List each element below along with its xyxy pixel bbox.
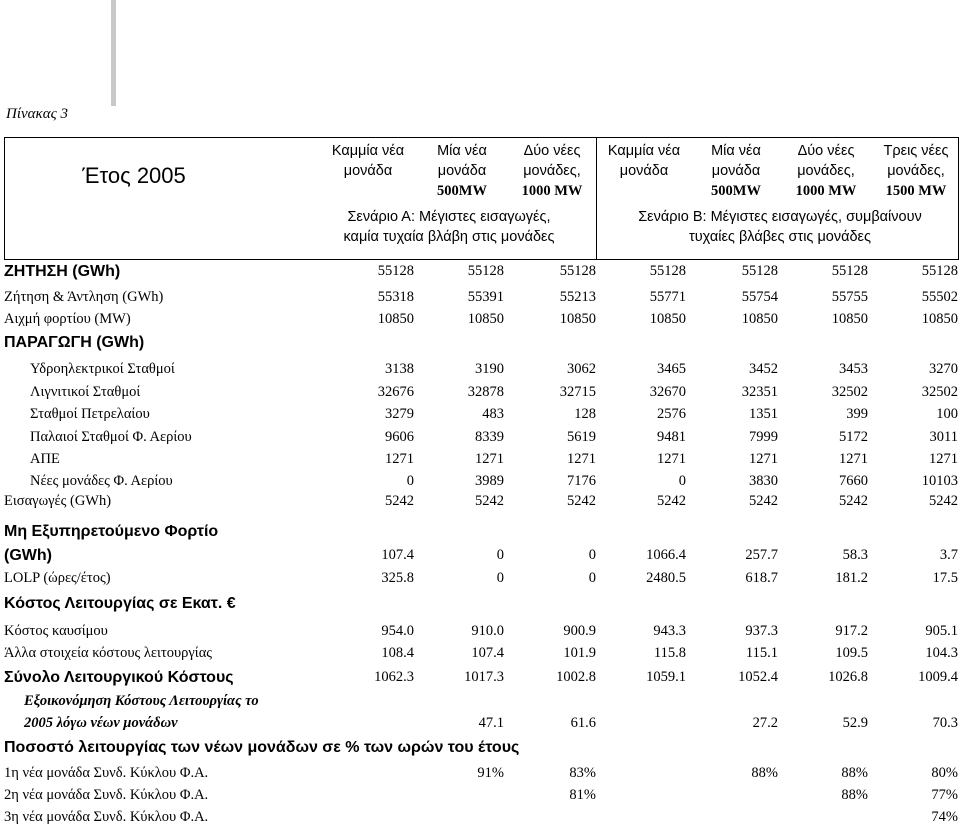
table-left-border <box>4 137 5 260</box>
table-row <box>4 693 959 715</box>
table-cell: 58.3 <box>842 547 868 563</box>
table-row <box>4 523 959 545</box>
row-label: Εισαγωγές (GWh) <box>4 493 112 509</box>
column-header-line: Τρεις νέες <box>883 143 949 159</box>
table-cell: 8339 <box>475 429 504 445</box>
table-cell: 1271 <box>567 451 596 467</box>
table-cell: 954.0 <box>381 623 414 639</box>
row-label: ΑΠΕ <box>30 451 60 467</box>
table-row <box>4 739 959 761</box>
table-cell: 3062 <box>567 361 596 377</box>
table-cell: 618.7 <box>745 570 778 586</box>
table-cell: 128 <box>574 406 596 422</box>
table-row <box>4 493 959 515</box>
table-row <box>4 787 959 809</box>
row-label: 2005 λόγω νέων μονάδων <box>24 715 178 731</box>
table-cell: 3.7 <box>939 547 958 563</box>
table-cell: 2576 <box>657 406 686 422</box>
data-table <box>4 137 959 834</box>
table-cell: 9606 <box>385 429 414 445</box>
table-cell: 100 <box>936 406 958 422</box>
table-cell: 910.0 <box>471 623 504 639</box>
table-cell: 5242 <box>657 493 686 509</box>
table-cell: 55213 <box>559 289 596 305</box>
row-label: Σταθμοί Πετρελαίου <box>30 406 150 422</box>
table-cell: 1271 <box>475 451 504 467</box>
decorative-bar <box>111 0 116 106</box>
table-cell: 5619 <box>567 429 596 445</box>
table-row <box>4 406 959 428</box>
column-header-4 <box>598 141 690 181</box>
table-cell: 27.2 <box>752 715 778 731</box>
table-row <box>4 645 959 667</box>
table-row <box>4 289 959 311</box>
table-cell: 0 <box>496 547 504 563</box>
table-top-border <box>4 137 959 138</box>
table-cell: 55754 <box>741 289 778 305</box>
table-cell: 101.9 <box>563 645 596 661</box>
row-label: ΖΗΤΗΣΗ (GWh) <box>4 263 121 280</box>
table-cell: 0 <box>588 547 596 563</box>
table-cell: 3138 <box>385 361 414 377</box>
table-cell: 943.3 <box>653 623 686 639</box>
scenario-a-line2: καμία τυχαία βλάβη στις μονάδες <box>343 229 555 245</box>
table-cell: 32502 <box>831 384 868 400</box>
table-cell: 1271 <box>657 451 686 467</box>
table-row <box>4 263 959 285</box>
column-header-line: Καμμία νέα <box>607 143 681 159</box>
table-cell: 17.5 <box>932 570 958 586</box>
table-cell: 10850 <box>467 311 504 327</box>
row-label: Κόστος καυσίμου <box>4 623 108 639</box>
table-row <box>4 384 959 406</box>
column-header-3 <box>506 141 598 201</box>
row-label: Μη Εξυπηρετούμενο Φορτίο <box>4 523 219 540</box>
table-cell: 3453 <box>839 361 868 377</box>
column-header-line: μονάδες, <box>887 163 945 179</box>
table-cell: 55128 <box>741 263 778 279</box>
scenario-a-label <box>304 207 594 247</box>
column-header-line: μονάδα <box>343 163 393 179</box>
table-cell: 32502 <box>921 384 958 400</box>
table-row <box>4 669 959 691</box>
column-header-line: μονάδα <box>711 163 761 179</box>
table-cell: 1271 <box>749 451 778 467</box>
table-cell: 1062.3 <box>374 669 414 685</box>
table-cell: 3830 <box>749 473 778 489</box>
table-cell: 483 <box>482 406 504 422</box>
table-cell: 55318 <box>377 289 414 305</box>
table-cell: 70.3 <box>932 715 958 731</box>
column-header-line: μονάδα <box>619 163 669 179</box>
table-cell: 9481 <box>657 429 686 445</box>
table-cell: 32670 <box>649 384 686 400</box>
table-cell: 3011 <box>929 429 958 445</box>
table-cell: 325.8 <box>381 570 414 586</box>
year-label: Έτος 2005 <box>82 163 186 188</box>
table-cell: 1059.1 <box>646 669 686 685</box>
table-cell: 3279 <box>385 406 414 422</box>
table-cell: 937.3 <box>745 623 778 639</box>
column-header-line: μονάδες, <box>523 163 581 179</box>
table-cell: 1052.4 <box>738 669 778 685</box>
table-row <box>4 361 959 383</box>
table-cell: 3270 <box>929 361 958 377</box>
table-cell: 83% <box>569 765 596 781</box>
table-cell: 115.1 <box>745 645 778 661</box>
table-cell: 7660 <box>839 473 868 489</box>
table-cell: 115.8 <box>653 645 686 661</box>
row-label: Ζήτηση & Άντληση (GWh) <box>4 289 164 305</box>
table-cell: 10850 <box>649 311 686 327</box>
column-header-2 <box>416 141 508 201</box>
column-header-line: Μία νέα <box>711 143 761 159</box>
column-header-line: μονάδα <box>437 163 487 179</box>
row-label: Παλαιοί Σταθμοί Φ. Αερίου <box>30 429 192 445</box>
table-cell: 5242 <box>385 493 414 509</box>
table-cell: 55128 <box>377 263 414 279</box>
table-cell: 91% <box>477 765 504 781</box>
table-cell: 0 <box>406 473 414 489</box>
row-label: 1η νέα μονάδα Συνδ. Κύκλου Φ.Α. <box>4 765 209 781</box>
table-cell: 5242 <box>929 493 958 509</box>
table-cell: 74% <box>931 809 958 825</box>
column-header-7 <box>870 141 960 201</box>
table-cell: 1271 <box>839 451 868 467</box>
table-cell: 107.4 <box>381 547 414 563</box>
column-header-line: 500MW <box>711 183 761 199</box>
table-cell: 55771 <box>649 289 686 305</box>
table-row <box>4 765 959 787</box>
table-cell: 55128 <box>921 263 958 279</box>
table-cell: 917.2 <box>835 623 868 639</box>
table-cell: 52.9 <box>842 715 868 731</box>
table-cell: 0 <box>496 570 504 586</box>
row-label: Κόστος Λειτουργίας σε Εκατ. € <box>4 595 236 612</box>
table-cell: 181.2 <box>835 570 868 586</box>
table-cell: 47.1 <box>478 715 504 731</box>
table-cell: 55128 <box>831 263 868 279</box>
table-cell: 10850 <box>559 311 596 327</box>
column-header-5 <box>690 141 782 201</box>
table-cell: 0 <box>678 473 686 489</box>
table-cell: 5242 <box>475 493 504 509</box>
row-label: Άλλα στοιχεία κόστους λειτουργίας <box>4 645 213 661</box>
table-cell: 905.1 <box>925 623 958 639</box>
table-cell: 1271 <box>385 451 414 467</box>
scenario-b-line2: τυχαίες βλάβες στις μονάδες <box>688 229 872 245</box>
column-header-line: Μία νέα <box>437 143 487 159</box>
table-cell: 3465 <box>657 361 686 377</box>
table-cell: 10850 <box>377 311 414 327</box>
table-cell: 5242 <box>567 493 596 509</box>
table-cell: 55391 <box>467 289 504 305</box>
column-header-line: 1000 MW <box>521 183 583 199</box>
table-cell: 3190 <box>475 361 504 377</box>
table-cell: 10850 <box>831 311 868 327</box>
table-cell: 107.4 <box>471 645 504 661</box>
table-cell: 88% <box>841 787 868 803</box>
table-cell: 257.7 <box>745 547 778 563</box>
row-label: Αιχμή φορτίου (MW) <box>4 311 131 327</box>
column-header-line: 500MW <box>437 183 487 199</box>
table-cell: 900.9 <box>563 623 596 639</box>
table-cell: 32878 <box>467 384 504 400</box>
table-cell: 55128 <box>649 263 686 279</box>
row-label: (GWh) <box>4 547 52 564</box>
table-row <box>4 570 959 592</box>
table-cell: 55502 <box>921 289 958 305</box>
table-cell: 81% <box>569 787 596 803</box>
table-cell: 3452 <box>749 361 778 377</box>
table-cell: 399 <box>846 406 868 422</box>
column-header-line: Δύο νέες <box>523 143 581 159</box>
row-label: Σύνολο Λειτουργικού Κόστους <box>4 669 234 686</box>
table-row <box>4 547 959 569</box>
table-cell: 10103 <box>921 473 958 489</box>
table-cell: 55755 <box>831 289 868 305</box>
row-label: ΠΑΡΑΓΩΓΗ (GWh) <box>4 334 145 351</box>
table-cell: 10850 <box>741 311 778 327</box>
row-label: 2η νέα μονάδα Συνδ. Κύκλου Φ.Α. <box>4 787 209 803</box>
scenario-b-line1: Σενάριο Β: Μέγιστες εισαγωγές, συμβαίνουν <box>638 209 922 225</box>
table-cell: 108.4 <box>381 645 414 661</box>
table-row <box>4 809 959 831</box>
column-header-line: Δύο νέες <box>797 143 855 159</box>
table-cell: 7176 <box>567 473 596 489</box>
table-cell: 104.3 <box>925 645 958 661</box>
table-row <box>4 311 959 333</box>
table-cell: 7999 <box>749 429 778 445</box>
table-cell: 0 <box>588 570 596 586</box>
table-row <box>4 429 959 451</box>
table-row <box>4 451 959 473</box>
row-label: Υδροηλεκτρικοί Σταθμοί <box>30 361 175 377</box>
table-cell: 80% <box>931 765 958 781</box>
scenario-b-label <box>602 207 958 247</box>
table-row <box>4 595 959 617</box>
column-header-line: 1500 MW <box>885 183 947 199</box>
header-bottom-border <box>4 259 959 260</box>
row-label: 3η νέα μονάδα Συνδ. Κύκλου Φ.Α. <box>4 809 209 825</box>
table-cell: 1009.4 <box>918 669 958 685</box>
table-cell: 1002.8 <box>556 669 596 685</box>
table-cell: 3989 <box>475 473 504 489</box>
table-cell: 2480.5 <box>646 570 686 586</box>
table-caption: Πίνακας 3 <box>6 106 68 122</box>
row-label: Νέες μονάδες Φ. Αερίου <box>30 473 173 489</box>
row-label: LOLP (ώρες/έτος) <box>4 570 111 586</box>
table-cell: 88% <box>751 765 778 781</box>
table-cell: 32715 <box>559 384 596 400</box>
table-cell: 77% <box>931 787 958 803</box>
table-cell: 1066.4 <box>646 547 686 563</box>
table-cell: 1271 <box>929 451 958 467</box>
column-header-line: μονάδες, <box>797 163 855 179</box>
table-cell: 10850 <box>921 311 958 327</box>
table-cell: 5242 <box>749 493 778 509</box>
table-cell: 1351 <box>749 406 778 422</box>
column-header-6 <box>780 141 872 201</box>
table-cell: 109.5 <box>835 645 868 661</box>
table-row <box>4 473 959 495</box>
table-cell: 55128 <box>559 263 596 279</box>
row-label: Εξοικονόμηση Κόστους Λειτουργίας το <box>24 693 259 709</box>
row-label: Ποσοστό λειτουργίας των νέων μονάδων σε % των ωρών του έτους <box>4 739 520 756</box>
column-header-1 <box>322 141 414 181</box>
table-row <box>4 334 959 356</box>
table-cell: 32676 <box>377 384 414 400</box>
table-row <box>4 715 959 737</box>
table-cell: 5242 <box>839 493 868 509</box>
table-cell: 55128 <box>467 263 504 279</box>
table-cell: 5172 <box>839 429 868 445</box>
column-header-line: Καμμία νέα <box>331 143 405 159</box>
table-cell: 1026.8 <box>828 669 868 685</box>
scenario-a-line1: Σενάριο Α: Μέγιστες εισαγωγές, <box>347 209 551 225</box>
table-cell: 1017.3 <box>464 669 504 685</box>
column-header-line: 1000 MW <box>795 183 857 199</box>
table-cell: 61.6 <box>570 715 596 731</box>
table-row <box>4 623 959 645</box>
table-cell: 32351 <box>741 384 778 400</box>
table-cell: 88% <box>841 765 868 781</box>
row-label: Λιγνιτικοί Σταθμοί <box>30 384 141 400</box>
